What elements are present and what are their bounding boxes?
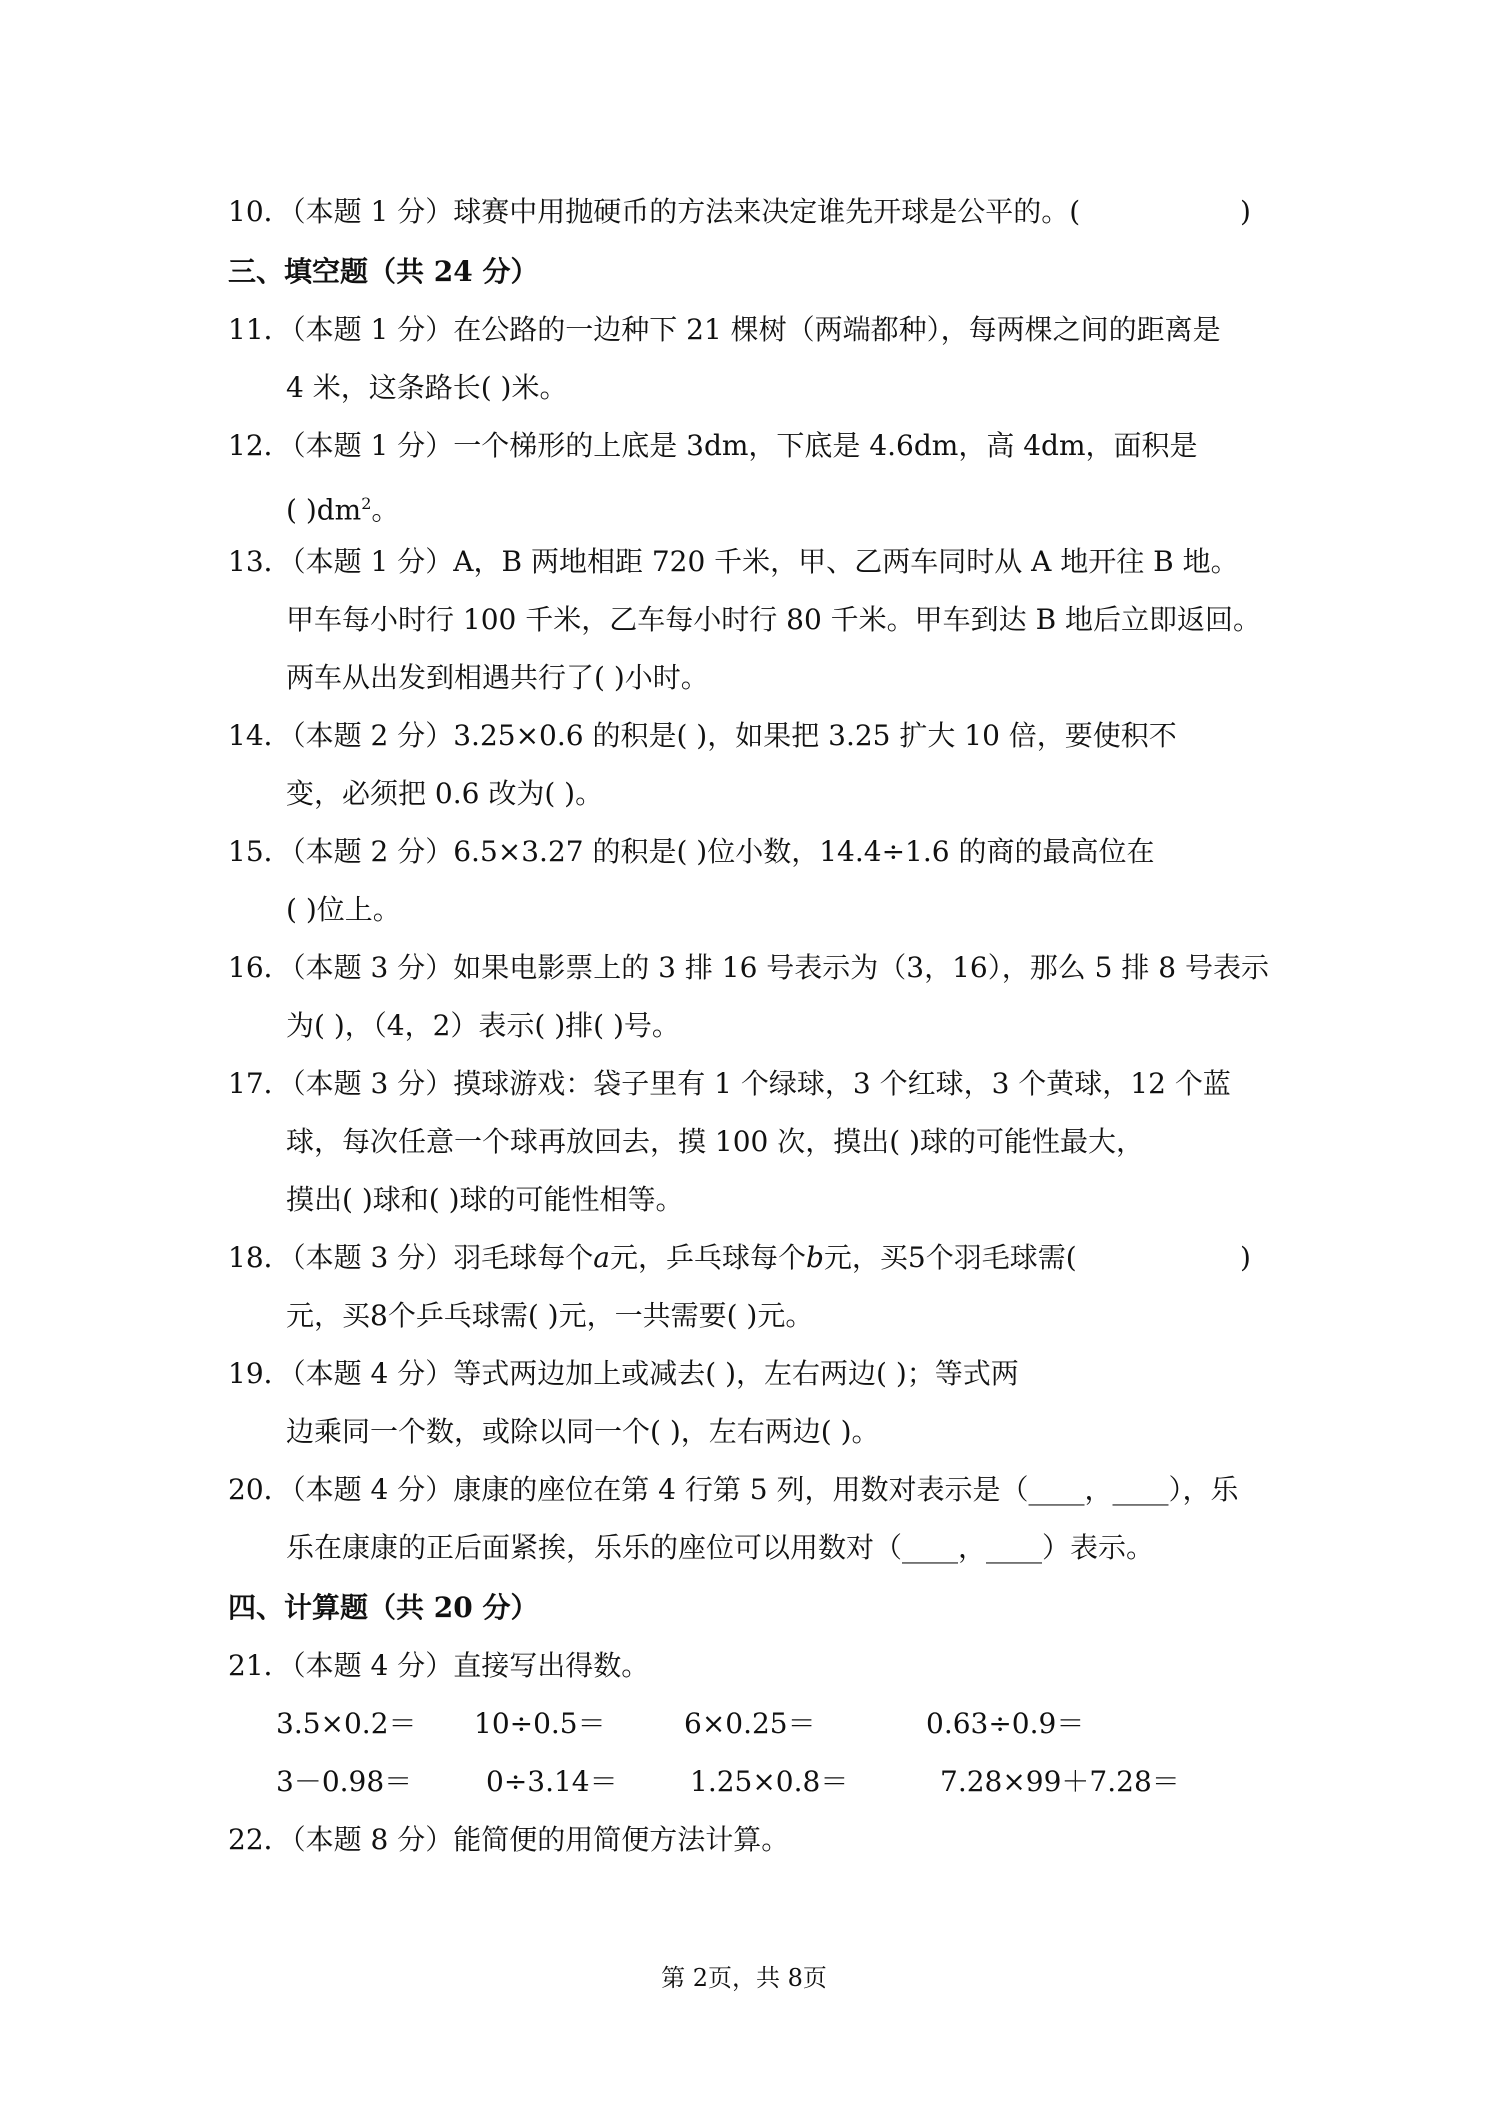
question-12-line-1: 12．（本题 1 分）一个梯形的上底是 3dm，下底是 4.6dm，高 4dm，面积是 (228, 429, 1198, 462)
section-4-heading: 四、计算题（共 20 分） (228, 1591, 539, 1624)
question-17-line-2: 球，每次任意一个球再放回去，摸 100 次，摸出( )球的可能性最大， (286, 1125, 1144, 1158)
question-18-close-paren: ) (1240, 1241, 1251, 1274)
calc-expression: 6×0.25＝ (684, 1707, 816, 1740)
question-14-line-1: 14．（本题 2 分）3.25×0.6 的积是( )，如果把 3.25 扩大 10 倍，要使积不 (228, 719, 1177, 752)
question-13-line-3: 两车从出发到相遇共行了( )小时。 (286, 661, 709, 694)
question-13-line-1: 13．（本题 1 分）A，B 两地相距 720 千米，甲、乙两车同时从 A 地开往 B 地。 (228, 545, 1239, 578)
calc-expression: 0.63÷0.9＝ (926, 1707, 1085, 1740)
question-18-line-2 (286, 1296, 813, 1336)
number-8: 8 (370, 1299, 388, 1332)
question-17-line-3: 摸出( )球和( )球的可能性相等。 (286, 1183, 684, 1216)
question-18-part-b: 元，乒乓球每个 (609, 1241, 806, 1274)
question-18-part-f: 个乒乓球需( )元，一共需要( )元。 (387, 1299, 814, 1332)
calc-expression: 0÷3.14＝ (486, 1765, 618, 1798)
question-16-line-2: 为( )，（4，2）表示( )排( )号。 (286, 1009, 680, 1042)
question-20-line-1: 20．（本题 4 分）康康的座位在第 4 行第 5 列，用数对表示是（____，____），乐 (228, 1473, 1239, 1506)
page-footer: 第 2页，共 8页 (661, 1964, 827, 1992)
calc-expression: 7.28×99＋7.28＝ (940, 1765, 1180, 1798)
question-10: 10．（本题 1 分）球赛中用抛硬币的方法来决定谁先开球是公平的。( (228, 195, 1081, 228)
question-12-line-2 (286, 484, 399, 530)
question-11-line-1: 11．（本题 1 分）在公路的一边种下 21 棵树（两端都种），每两棵之间的距离是 (228, 313, 1221, 346)
question-15-line-2: ( )位上。 (286, 893, 401, 926)
question-18-part-e: 元，买 (286, 1299, 371, 1332)
question-15-line-1: 15．（本题 2 分）6.5×3.27 的积是( )位小数，14.4÷1.6 的商的最高位在 (228, 835, 1155, 868)
calc-expression: 10÷0.5＝ (474, 1707, 606, 1740)
variable-b: b (805, 1241, 824, 1274)
calc-expression: 1.25×0.8＝ (690, 1765, 849, 1798)
question-19-line-1: 19．（本题 4 分）等式两边加上或减去( )，左右两边( )；等式两 (228, 1357, 1019, 1390)
question-20-line-2: 乐在康康的正后面紧挨，乐乐的座位可以用数对（____，____）表示。 (286, 1531, 1155, 1564)
section-3-heading: 三、填空题（共 24 分） (228, 255, 539, 288)
question-18-part-c: 元，买 (823, 1241, 908, 1274)
question-14-line-2: 变，必须把 0.6 改为( )。 (286, 777, 604, 810)
question-11-line-2: 4 米，这条路长( )米。 (286, 371, 568, 404)
calc-expression: 3.5×0.2＝ (276, 1707, 417, 1740)
question-12-blank: ( )dm (286, 493, 362, 527)
question-16-line-1: 16．（本题 3 分）如果电影票上的 3 排 16 号表示为（3，16），那么 5 排 8 号表示 (228, 951, 1269, 984)
question-12-end: 。 (371, 493, 400, 527)
question-21-title: 21．（本题 4 分）直接写出得数。 (228, 1649, 650, 1682)
question-17-line-1: 17．（本题 3 分）摸球游戏：袋子里有 1 个绿球，3 个红球，3 个黄球，12 个蓝 (228, 1067, 1231, 1100)
question-22-title: 22．（本题 8 分）能简便的用简便方法计算。 (228, 1823, 790, 1856)
question-10-close-paren: ) (1240, 195, 1251, 228)
number-5: 5 (907, 1241, 926, 1274)
question-18-part-d: 个羽毛球需( (925, 1241, 1077, 1274)
variable-a: a (593, 1241, 610, 1274)
question-18-part-a: 18．（本题 3 分）羽毛球每个 (228, 1241, 594, 1274)
question-13-line-2: 甲车每小时行 100 千米，乙车每小时行 80 千米。甲车到达 B 地后立即返回。 (286, 603, 1262, 636)
question-18-line-1 (228, 1238, 1077, 1278)
question-19-line-2: 边乘同一个数，或除以同一个( )，左右两边( )。 (286, 1415, 880, 1448)
calc-expression: 3－0.98＝ (276, 1765, 413, 1798)
question-12-superscript: 2 (361, 494, 372, 513)
